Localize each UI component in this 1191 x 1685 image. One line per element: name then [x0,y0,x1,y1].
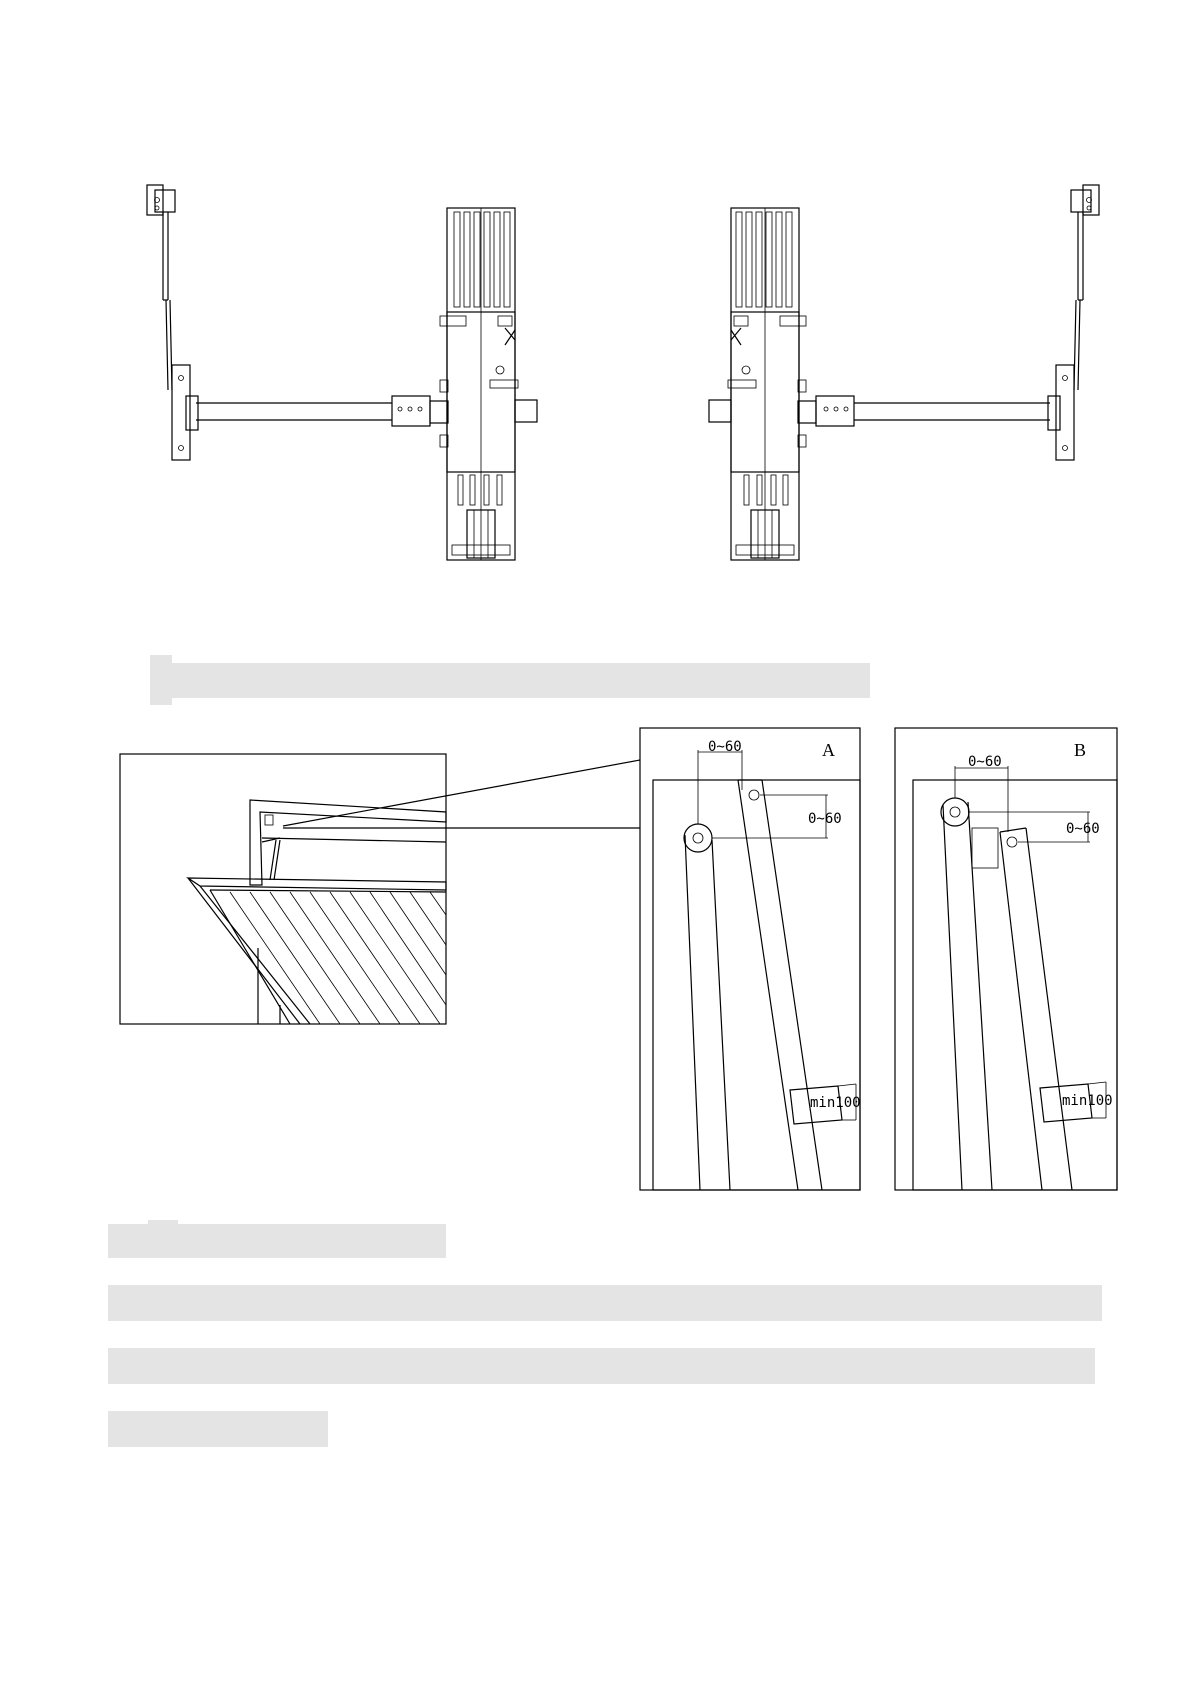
detail-a-dim-vertical: 0~60 [808,811,842,827]
detail-a-dim-min: min100 [810,1095,861,1111]
redacted-line-1-tab [148,1220,178,1228]
detail-a-dim-horizontal: 0~60 [708,739,742,755]
detail-b-letter: B [1074,740,1087,760]
detail-b-drawing [0,720,1191,1220]
detail-b-dim-min: min100 [1062,1093,1113,1109]
redacted-caption-bar [150,663,870,698]
detail-a-letter: A [822,740,835,760]
redacted-line-3 [108,1348,1095,1384]
detail-b-dim-horizontal: 0~60 [968,754,1002,770]
left-assembly [147,185,537,560]
redacted-line-4 [108,1411,328,1447]
redacted-line-2 [108,1285,1102,1321]
top-assembly-drawing [0,0,1191,600]
detail-b-dim-vertical: 0~60 [1066,821,1100,837]
redacted-line-1 [108,1224,446,1258]
right-assembly [709,185,1099,560]
